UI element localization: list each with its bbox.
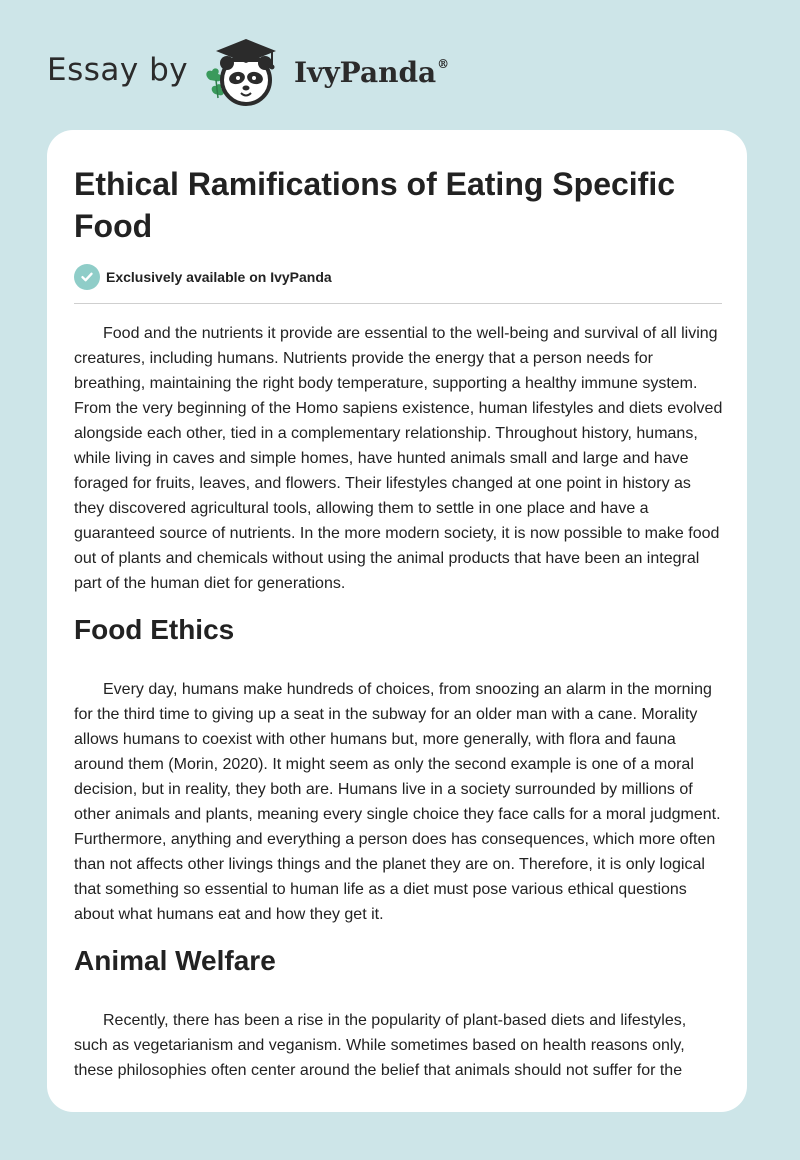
intro-paragraph: Food and the nutrients it provide are essential to the well-being and survival of all living creatures, including humans. Nutrients provide the energy that a person needs for breathing, maintaining the right body temperature, supporting a healthy immune system. From the very beginning of the Homo sapiens existence, human lifestyles and diets evolved alongside each other, tied in a complementary relationship. Throughout history, humans, while living in caves and simple homes, have hunted animals small and large and have foraged for fruits, leaves, and flowers. Their lifestyles changed at one point in history as they discovered agricultural tools, allowing them to settle in one place and have a guaranteed source of nutrients. In the more modern society, it is now possible to make food out of plants and chemicals without using the animal products that have been an integral part of the human diet for generations. — [74, 325, 723, 592]
essay-by-label: Essay by — [47, 52, 189, 88]
animal-welfare-paragraph: Recently, there has been a rise in the popularity of plant-based diets and lifestyles, such as vegetarianism and veganism. While sometimes based on health reasons only, these philosophies often center around the belief that animals should not suffer for the — [74, 1012, 687, 1079]
registered-mark: ® — [437, 56, 450, 71]
article-card — [47, 130, 747, 1112]
site-header — [47, 34, 527, 106]
article-title: Ethical Ramifications of Eating Specific Food — [74, 166, 676, 244]
panda-graduate-icon[interactable] — [202, 36, 292, 108]
exclusive-badge-label: Exclusively available on IvyPanda — [106, 269, 332, 285]
exclusive-badge — [74, 264, 332, 290]
check-icon — [74, 264, 100, 290]
article-body — [74, 321, 724, 1083]
food-ethics-paragraph: Every day, humans make hundreds of choices, from snoozing an alarm in the morning for the third time to giving up a seat in the subway for an older man with a cane. Morality allows humans to coexist with other humans but, more generally, with flora and fauna around them (Morin, 2020). It might seem as only the second example is one of a moral decision, but in reality, they both are. Humans live in a society surrounded by millions of other animals and plants, meaning every single choice they face calls for a moral judgment. Furthermore, anything and everything a person does has consequences, which more often than not affects other livings things and the planet they are on. Therefore, it is only logical that something so essential to human life as a diet must pose various ethical questions about what humans eat and how they get it. — [74, 681, 721, 923]
brand-name[interactable] — [294, 56, 449, 89]
section-heading-animal-welfare: Animal Welfare — [74, 945, 276, 976]
section-heading-food-ethics: Food Ethics — [74, 614, 235, 645]
brand-label: IvyPanda — [294, 56, 437, 89]
divider — [74, 303, 722, 304]
